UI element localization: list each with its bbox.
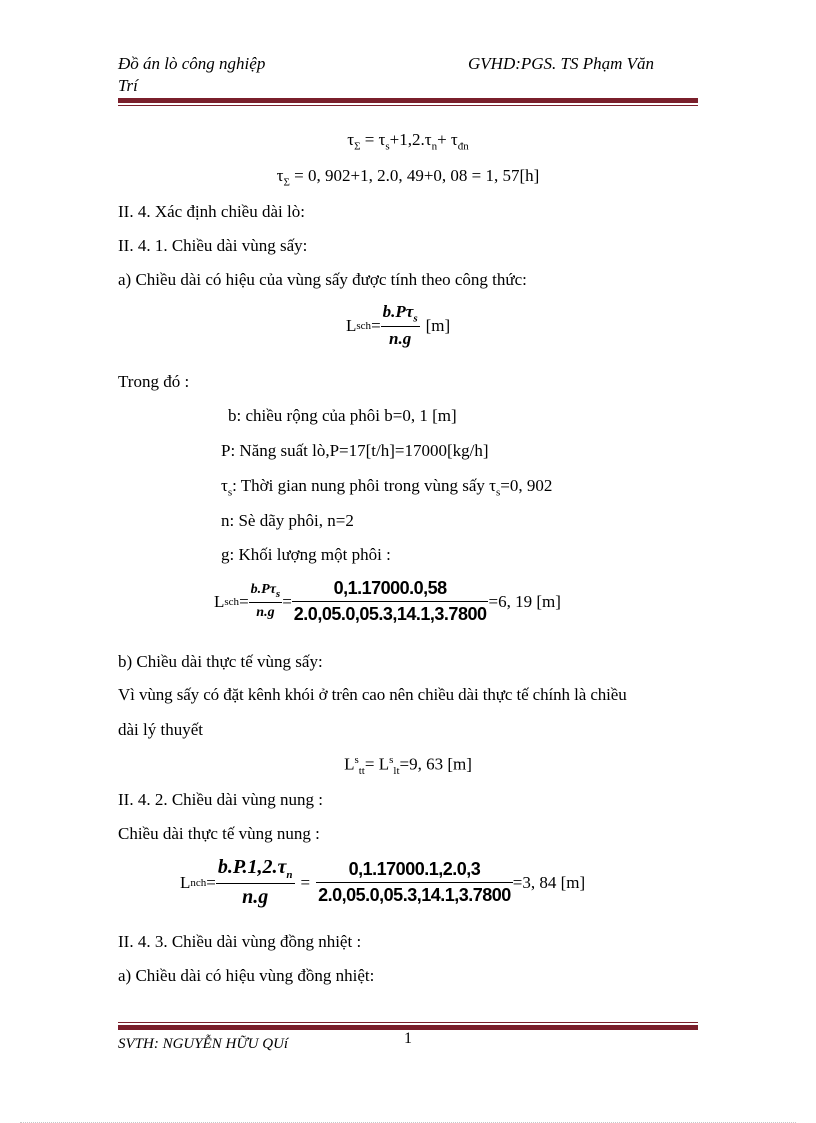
heading-ii42: II. 4. 2. Chiều dài vùng nung :: [118, 790, 323, 809]
paragraph-a: a) Chiều dài có hiệu của vùng sấy được tính theo công thức:: [118, 270, 527, 289]
formula-drying-length: L s ch = $\frac{b.P\tau_s}{n.g}$ [m]: [346, 302, 451, 349]
def-g: g: Khối lượng một phôi :: [221, 545, 391, 564]
def-p: P: Năng suất lò,P=17[t/h]=17000[kg/h]: [221, 441, 489, 460]
formula-drying-length-value: L s ch = $\frac{b.P\tau_s}{n.g}$ = $\frac{0,1.17000.0,58}{2.0,05.0,05.3,14.1,3.7800}$ =6, 19 [m]: [214, 578, 561, 624]
heading-ii4: II. 4. Xác định chiều dài lò:: [118, 202, 305, 221]
fraction-2b: $\frac{0,1.17000.0,58}{2.0,05.0,05.3,14.1,3.7800}$: [293, 578, 487, 624]
paragraph-nung: Chiều dài thực tế vùng nung :: [118, 824, 320, 843]
header-title: Đồ án lò công nghiệp: [118, 54, 266, 73]
heading-ii43: II. 4. 3. Chiều dài vùng đồng nhiệt :: [118, 932, 362, 951]
fraction-2a: $\frac{b.P\tau_s}{n.g}$: [250, 582, 281, 620]
where-label: Trong đó :: [118, 372, 190, 391]
header-rule-thin: [118, 105, 698, 106]
footer-rule-thin: [118, 1022, 698, 1023]
equation-total-time-value: $\tau_\Sigma = 0$, 902+1, 2.0, 49+0, 08 = 1, 57[h]: [276, 166, 540, 189]
page-number: 1: [404, 1030, 412, 1047]
header-rule-thick: [118, 98, 698, 103]
paragraph-vi-1: Vì vùng sấy có đặt kênh khói ở trên cao nên chiều dài thực tế chính là chiều: [118, 685, 627, 704]
header-advisor: GVHD:PGS. TS Phạm Văn: [468, 54, 655, 73]
equation-total-time: $\tau_\Sigma = \tau_s+1,2.\tau_n+ \tau_{đn}$: [347, 130, 469, 153]
paragraph-vi-2: dài lý thuyết: [118, 720, 203, 739]
def-n: n: Sè dãy phôi, n=2: [221, 511, 354, 530]
fraction-1: $\frac{b.P\tau_s}{n.g}$: [382, 302, 418, 349]
fraction-4b: $\frac{0,1.17000.1,2.0,3}{2.0,05.0,05.3,14.1,3.7800}$: [318, 859, 511, 905]
heading-ii41: II. 4. 1. Chiều dài vùng sấy:: [118, 236, 308, 255]
fraction-4a: $\frac{b.P.1,2.\tau_n}{n.g}$: [217, 856, 293, 908]
formula-heating-length: L n ch = $\frac{b.P.1,2.\tau_n}{n.g}$ = $\frac{0,1.17000.1,2.0,3}{2.0,05.0,05.3,14.1,3.7800}$ =3, 84 [m]: [180, 856, 586, 908]
paragraph-a2: a) Chiều dài có hiệu vùng đồng nhiệt:: [118, 966, 375, 985]
def-tau: $\tau_s$: Thời gian nung phôi trong vùng sấy $\tau_s=0$, 902: [221, 476, 553, 499]
def-b: b: chiều rộng của phôi b=0, 1 [m]: [228, 406, 457, 425]
paragraph-b: b) Chiều dài thực tế vùng sấy:: [118, 652, 323, 671]
footer-author: SVTH: NGUYỄN HỮU QUí: [118, 1036, 289, 1052]
formula-actual-length: $L^s_{tt}= L^s_{lt}=9$, 63 [m]: [344, 754, 472, 778]
header-title-continued: Trí: [118, 76, 138, 95]
